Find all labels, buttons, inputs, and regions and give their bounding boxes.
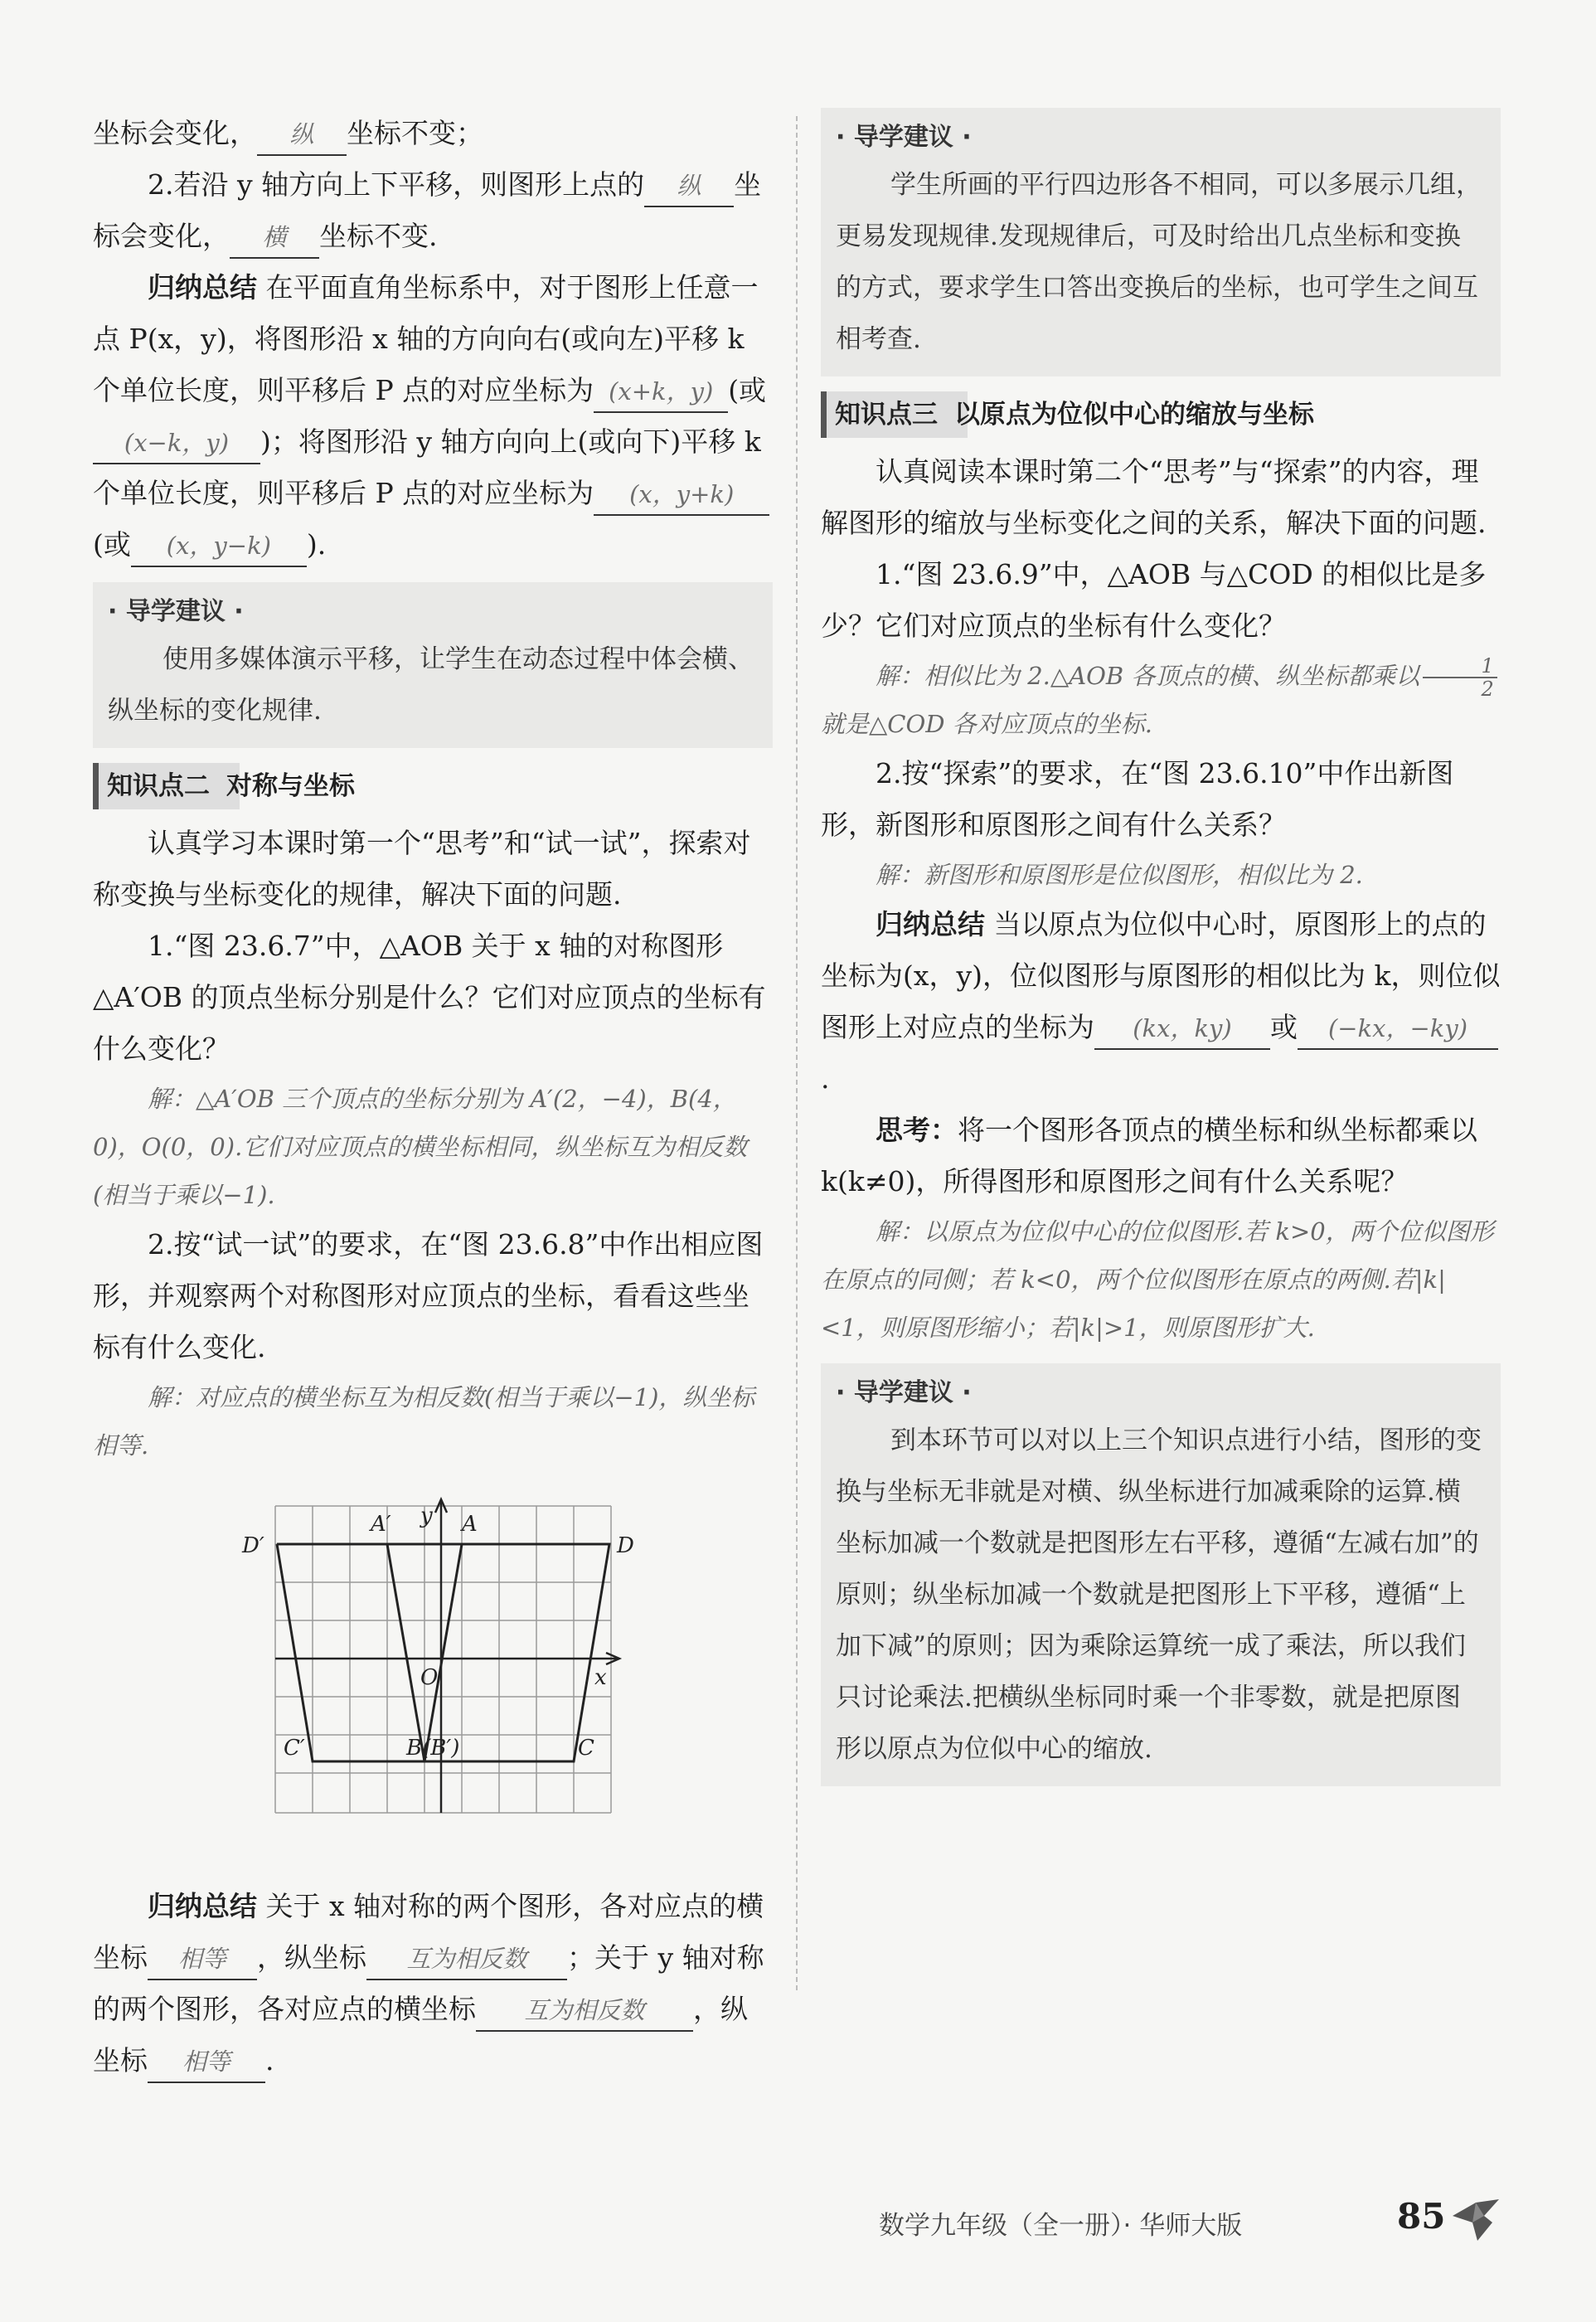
guide-body: 到本环节可以对以上三个知识点进行小结，图形的变换与坐标无非就是对横、纵坐标进行加减乘除的运算.横坐标加减一个数就是把图形左右平移，遵循“左减右加”的原则；纵坐标加减一个数就是把图形上下平移，遵循“上加下减”的原则；因为乘除运算统一成了乘法，所以我们只讨论乘法.把横纵坐标同时乘一个非零数，就是把原图形以原点为位似中心的缩放. <box>836 1426 1482 1764</box>
guide-title: · 导学建议 · <box>836 123 972 152</box>
think-question: 思考：将一个图形各顶点的横坐标和纵坐标都乘以 k(k≠0)，所得图形和原图形之间有什么关系呢？ <box>821 1114 1477 1197</box>
guide-title: · 导学建议 · <box>836 1378 972 1407</box>
coordinate-figure <box>93 1481 773 1871</box>
label-A-prime: A′ <box>371 1512 391 1537</box>
question-1: 1.“图 23.6.9”中，△AOB 与△COD 的相似比是多少？它们对应顶点的坐标有什么变化？ <box>821 558 1487 642</box>
label-A: A <box>462 1512 478 1537</box>
blank-answer: (x−k，y) <box>93 423 260 464</box>
label-D: D <box>617 1533 634 1558</box>
think-answer: 解：以原点为位似中心的位似图形.若 k>0，两个位似图形在原点的同侧；若 k<0，两个位似图形在原点的两侧.若|k|<1，则原图形缩小；若|k|>1，则原图形扩大. <box>821 1217 1494 1342</box>
label-B: B(B′) <box>406 1736 460 1761</box>
grid-diagram <box>93 1481 773 1871</box>
blank-answer: (−kx，−ky) <box>1298 1008 1498 1050</box>
blank-answer: 纵 <box>257 114 347 156</box>
knowledge-point-heading: 知识点二 对称与坐标 <box>93 763 773 809</box>
label-C: C <box>578 1736 594 1761</box>
summary-label: 归纳总结 <box>148 1890 257 1922</box>
page-number: 85 <box>1397 2196 1446 2237</box>
question-2: 2.按“探索”的要求，在“图 23.6.10”中作出新图形，新图形和原图形之间有什么关系？ <box>821 757 1454 841</box>
think-label: 思考： <box>876 1114 958 1146</box>
para-1: 坐标会变化， 纵 坐标不变； <box>93 108 773 159</box>
knowledge-point-heading: 知识点三 以原点为位似中心的缩放与坐标 <box>821 391 1501 438</box>
summary-scaling: 归纳总结 当以原点为位似中心时，原图形上的点的坐标为(x，y)，位似图形与原图形的相似比为 k，则位似图形上对应点的坐标为 (kx，ky) 或 (−kx，−ky). <box>821 908 1501 1095</box>
label-O: O <box>420 1665 439 1690</box>
blank-answer: 相等 <box>148 2042 265 2083</box>
question-2: 2.按“试一试”的要求，在“图 23.6.8”中作出相应图形，并观察两个对称图形对应顶点的坐标，看看这些坐标有什么变化. <box>93 1228 764 1363</box>
page-footer <box>879 2196 1509 2254</box>
answer-1: 解：相似比为 2.△AOB 各顶点的横、纵坐标都乘以 $\frac{1}{2}$ 就是△COD 各对应顶点的坐标. <box>821 652 1501 748</box>
kp-intro: 认真学习本课时第一个“思考”和“试一试”，探索对称变换与坐标变化的规律，解决下面的问题. <box>93 827 751 911</box>
blank-answer: (x，y+k) <box>594 474 769 516</box>
left-column <box>93 108 773 2086</box>
guide-box <box>821 1363 1501 1786</box>
label-C-prime: C′ <box>284 1736 305 1761</box>
label-D-prime: D′ <box>242 1533 264 1558</box>
summary-symmetry: 归纳总结 关于 x 轴对称的两个图形，各对应点的横坐标 相等 ，纵坐标 互为相反数 ；关于 y 轴对称的两个图形，各对应点的横坐标 互为相反数 ，纵坐标 相等 . <box>93 1881 773 2086</box>
blank-answer: 互为相反数 <box>476 1990 693 2032</box>
label-x-axis: x <box>594 1665 607 1690</box>
guide-box <box>821 108 1501 376</box>
guide-body: 使用多媒体演示平移，让学生在动态过程中体会横、纵坐标的变化规律. <box>108 644 754 726</box>
blank-answer: (kx，ky) <box>1094 1008 1270 1050</box>
summary-translation: 归纳总结 在平面直角坐标系中，对于图形上任意一点 P(x，y)，将图形沿 x 轴的方向向右(或向左)平移 k 个单位长度，则平移后 P 点的对应坐标为 (x+k，y) (或(x−k，y) )；将图形沿 y 轴方向向上(或向下)平移 k 个单位长度，则平移后 P 点的对应坐标为 (x，y+k)(或 (x，y−k) ). <box>93 262 773 571</box>
label-y-axis: y <box>420 1503 433 1528</box>
guide-title: · 导学建议 · <box>108 597 244 626</box>
blank-answer: (x+k，y) <box>594 372 728 413</box>
bird-logo-icon <box>1451 2198 1501 2247</box>
kp-intro: 认真阅读本课时第二个“思考”与“探索”的内容，理解图形的缩放与坐标变化之间的关系，解决下面的问题. <box>821 455 1487 539</box>
answer-2: 解：新图形和原图形是位似图形，相似比为 2. <box>876 861 1363 889</box>
answer-2: 解：对应点的横坐标互为相反数(相当于乘以−1)，纵坐标相等. <box>93 1383 755 1460</box>
fraction: $\frac{1}{2}$ <box>1423 655 1497 700</box>
column-divider <box>796 116 798 1990</box>
answer-1: 解：△A′OB 三个顶点的坐标分别为 A′(2，−4)，B(4，0)，O(0，0).它们对应顶点的横坐标相同，纵坐标互为相反数(相当于乘以−1). <box>93 1085 748 1209</box>
blank-answer: (x，y−k) <box>131 526 307 567</box>
blank-answer: 横 <box>230 217 319 259</box>
summary-label: 归纳总结 <box>148 271 257 304</box>
guide-box <box>93 582 773 748</box>
blank-answer: 相等 <box>148 1939 257 1980</box>
guide-body: 学生所画的平行四边形各不相同，可以多展示几组，更易发现规律.发现规律后，可及时给出几点坐标和变换的方式，要求学生口答出变换后的坐标，也可学生之间互相考查. <box>836 170 1482 354</box>
question-1: 1.“图 23.6.7”中，△AOB 关于 x 轴的对称图形△A′OB 的顶点坐标分别是什么？它们对应顶点的坐标有什么变化？ <box>93 930 766 1065</box>
summary-label: 归纳总结 <box>876 908 985 940</box>
book-title: 数学九年级（全一册）· 华师大版 <box>879 2211 1243 2241</box>
blank-answer: 互为相反数 <box>366 1939 567 1980</box>
para-2: 2.若沿 y 轴方向上下平移，则图形上点的 纵 坐标会变化， 横 坐标不变. <box>93 159 773 262</box>
blank-answer: 纵 <box>644 166 734 207</box>
right-column <box>821 108 1501 1801</box>
